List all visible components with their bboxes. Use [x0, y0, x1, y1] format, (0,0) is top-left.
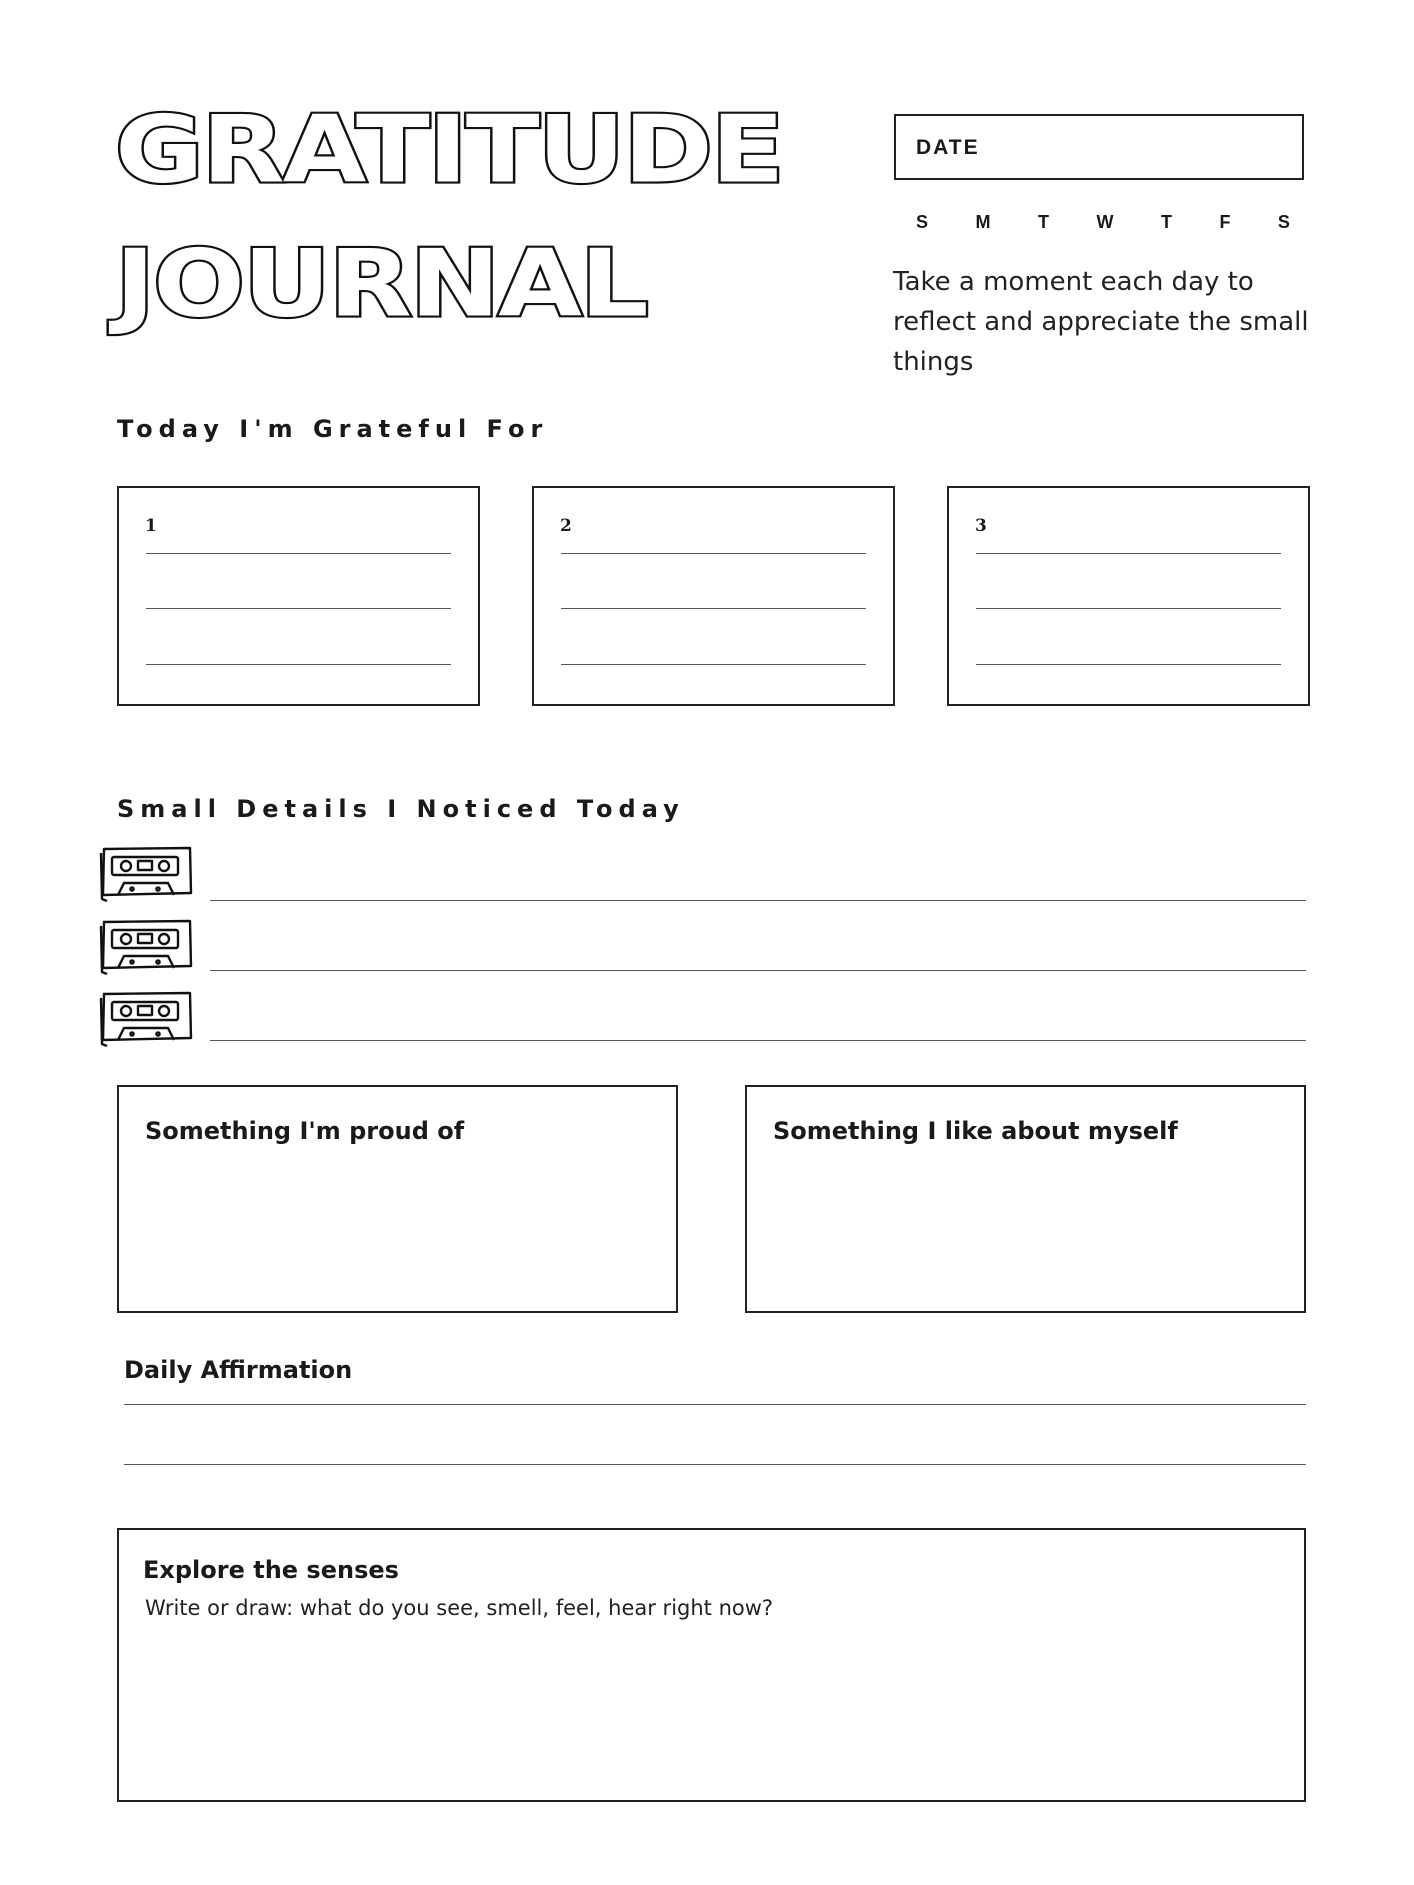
grateful-box-2[interactable] [532, 486, 895, 706]
weekday-thursday[interactable]: T [1160, 212, 1172, 232]
affirmation-label: Daily Affirmation [124, 1356, 353, 1384]
title-line-1: GRATITUDE [115, 96, 783, 204]
subtitle: Take a moment each day to reflect and appreciate the small things [893, 267, 1309, 377]
cassette-tape-icon [98, 845, 194, 905]
weekday-saturday[interactable]: S [1277, 212, 1290, 232]
senses-title: Explore the senses [143, 1556, 399, 1584]
affirmation-line-1[interactable] [124, 1404, 1306, 1405]
writing-line [561, 553, 866, 554]
writing-line [146, 664, 451, 665]
senses-box[interactable] [117, 1528, 1306, 1802]
grateful-box-1[interactable] [117, 486, 480, 706]
proud-label: Something I'm proud of [145, 1117, 465, 1145]
writing-line [976, 608, 1281, 609]
weekday-monday[interactable]: M [975, 212, 991, 232]
like-label: Something I like about myself [773, 1117, 1178, 1145]
detail-line-2[interactable] [210, 970, 1306, 971]
writing-line [561, 664, 866, 665]
grateful-heading: Today I'm Grateful For [117, 415, 549, 443]
cassette-tape-icon [98, 918, 194, 978]
writing-line [976, 553, 1281, 554]
date-label: DATE [916, 136, 980, 159]
date-field[interactable] [894, 114, 1304, 180]
weekday-tuesday[interactable]: T [1037, 212, 1049, 232]
writing-line [146, 608, 451, 609]
detail-line-1[interactable] [210, 900, 1306, 901]
writing-line [976, 664, 1281, 665]
proud-box[interactable] [117, 1085, 678, 1313]
weekday-friday[interactable]: F [1219, 212, 1231, 232]
grateful-box-3[interactable] [947, 486, 1310, 706]
writing-line [561, 608, 866, 609]
weekday-selector [898, 212, 1308, 233]
senses-prompt: Write or draw: what do you see, smell, feel, hear right now? [145, 1596, 774, 1620]
writing-line [146, 553, 451, 554]
details-heading: Small Details I Noticed Today [117, 795, 685, 823]
like-box[interactable] [745, 1085, 1306, 1313]
grateful-box-number: 3 [975, 516, 987, 536]
grateful-box-number: 2 [560, 516, 572, 536]
cassette-tape-icon [98, 990, 194, 1050]
weekday-sunday[interactable]: S [916, 212, 929, 232]
affirmation-line-2[interactable] [124, 1464, 1306, 1465]
weekday-wednesday[interactable]: W [1096, 212, 1114, 232]
title-line-2: JOURNAL [115, 230, 647, 338]
detail-line-3[interactable] [210, 1040, 1306, 1041]
grateful-box-number: 1 [145, 516, 157, 536]
